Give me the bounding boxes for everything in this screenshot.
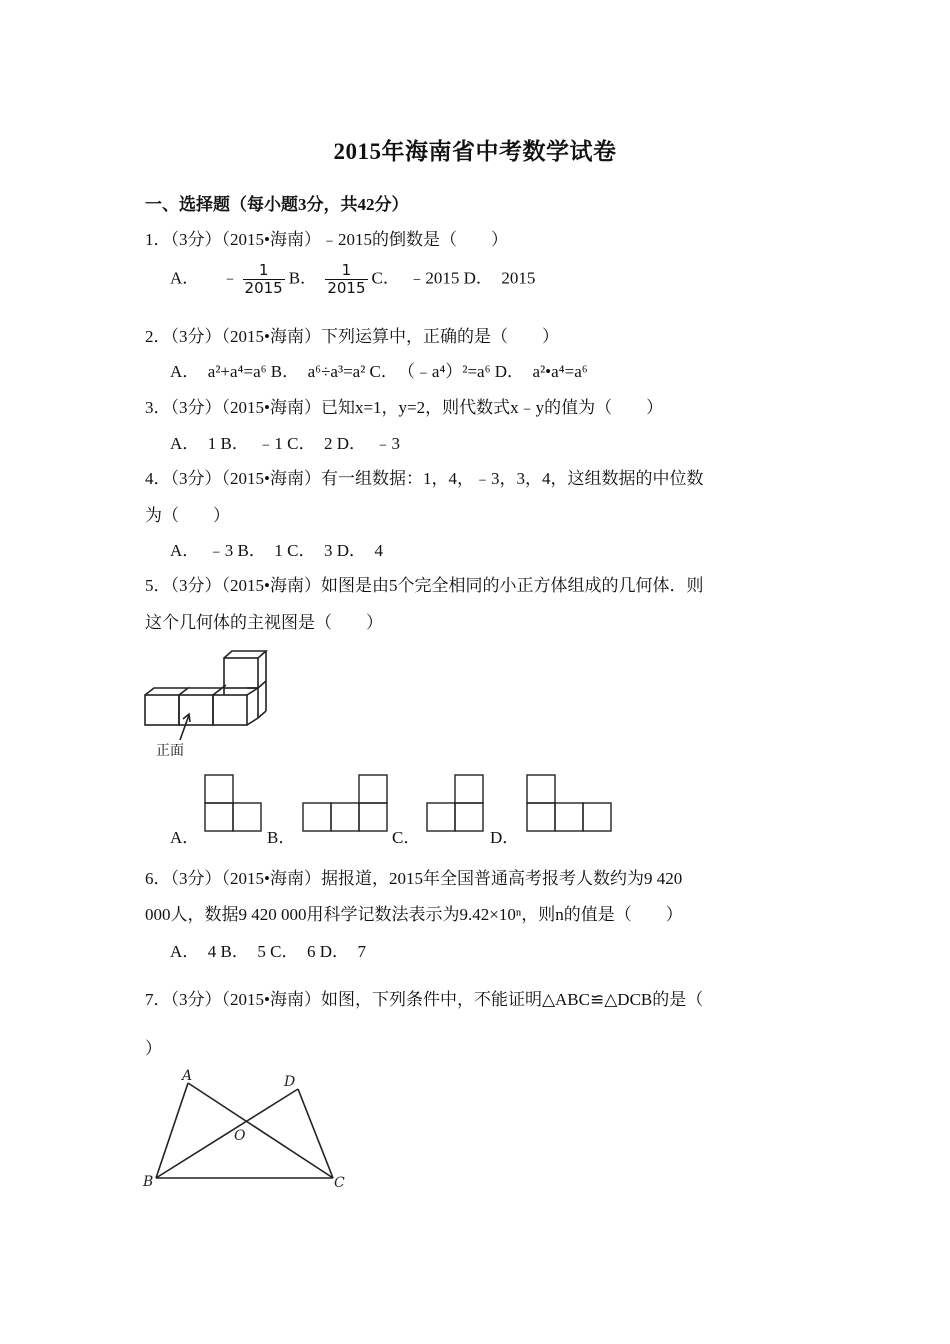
question-4-options: A． ﹣3 B． 1 C． 3 D． 4: [170, 541, 383, 560]
q1-option-b-label: B．: [288, 268, 318, 288]
fraction-numerator: 1: [341, 261, 352, 279]
question-2-options: A． a²+a⁴=a⁶ B． a⁶÷a³=a² C． （﹣a⁴）²=a⁶ D． a²•a⁴=a⁶: [170, 362, 588, 381]
point-b-label: B: [143, 1174, 154, 1190]
fraction-denominator: 2015: [244, 279, 283, 297]
question-5-stem-line2: 这个几何体的主视图是（ ）: [145, 613, 383, 632]
question-1-stem: 1．（3分）（2015•海南）﹣2015的倒数是（ ）: [145, 230, 508, 249]
q5-option-c-label: C．: [392, 828, 421, 847]
question-3-options: A． 1 B． ﹣1 C． 2 D． ﹣3: [170, 434, 400, 453]
q5-option-c-figure: [426, 774, 488, 832]
question-2-stem: 2．（3分）（2015•海南）下列运算中，正确的是（ ）: [145, 327, 559, 346]
q1-option-a-fraction: [243, 262, 285, 297]
q7-triangle-figure: [138, 1066, 358, 1196]
segment-db: [156, 1089, 298, 1178]
question-7-stem-line2: ）: [145, 1039, 162, 1058]
question-5-stem-line1: 5．（3分）（2015•海南）如图是由5个完全相同的小正方体组成的几何体．则: [145, 576, 704, 595]
front-view-label: 正面: [156, 743, 184, 759]
page-title: 2015年海南省中考数学试卷: [333, 139, 617, 164]
q1-options-c-d: C． ﹣2015 D． 2015: [371, 268, 536, 288]
fraction-denominator: 2015: [327, 279, 366, 297]
question-4-stem-line2: 为（ ）: [145, 506, 230, 525]
question-7-stem-line1: 7．（3分）（2015•海南）如图，下列条件中，不能证明△ABC≌△DCB的是（: [145, 990, 704, 1009]
question-6-options: A． 4 B． 5 C． 6 D． 7: [170, 942, 366, 961]
q1-option-a-sign: ﹣: [221, 268, 239, 288]
q5-option-a-figure: [204, 774, 264, 832]
question-3-stem: 3．（3分）（2015•海南）已知x=1，y=2，则代数式x﹣y的值为（ ）: [145, 398, 664, 417]
q5-option-b-figure: [301, 774, 391, 832]
q5-option-a-label: A．: [170, 828, 200, 847]
point-o-label: O: [234, 1128, 246, 1144]
fraction-numerator: 1: [258, 261, 269, 279]
q5-option-b-label: B．: [267, 828, 296, 847]
question-4-stem-line1: 4．（3分）（2015•海南）有一组数据：1，4，﹣3，3，4，这组数据的中位数: [145, 469, 704, 488]
point-c-label: C: [334, 1175, 345, 1191]
question-1-options: [170, 262, 535, 297]
q5-option-d-label: D．: [490, 828, 520, 847]
point-a-label: A: [182, 1068, 193, 1084]
segment-ab: [156, 1083, 188, 1178]
q5-option-d-figure: [525, 774, 615, 832]
question-6-stem-line1: 6．（3分）（2015•海南）据报道，2015年全国普通高考报考人数约为9 420: [145, 869, 683, 888]
question-6-stem-line2: 000人，数据9 420 000用科学记数法表示为9.42×10ⁿ，则n的值是（ ）: [145, 905, 683, 924]
q1-option-b-fraction: [325, 262, 367, 297]
section-heading: 一、选择题（每小题3分，共42分）: [145, 195, 409, 214]
point-d-label: D: [284, 1074, 296, 1090]
segment-ac: [188, 1083, 333, 1178]
segment-dc: [298, 1089, 333, 1178]
q1-option-a-label: A．: [170, 268, 200, 288]
